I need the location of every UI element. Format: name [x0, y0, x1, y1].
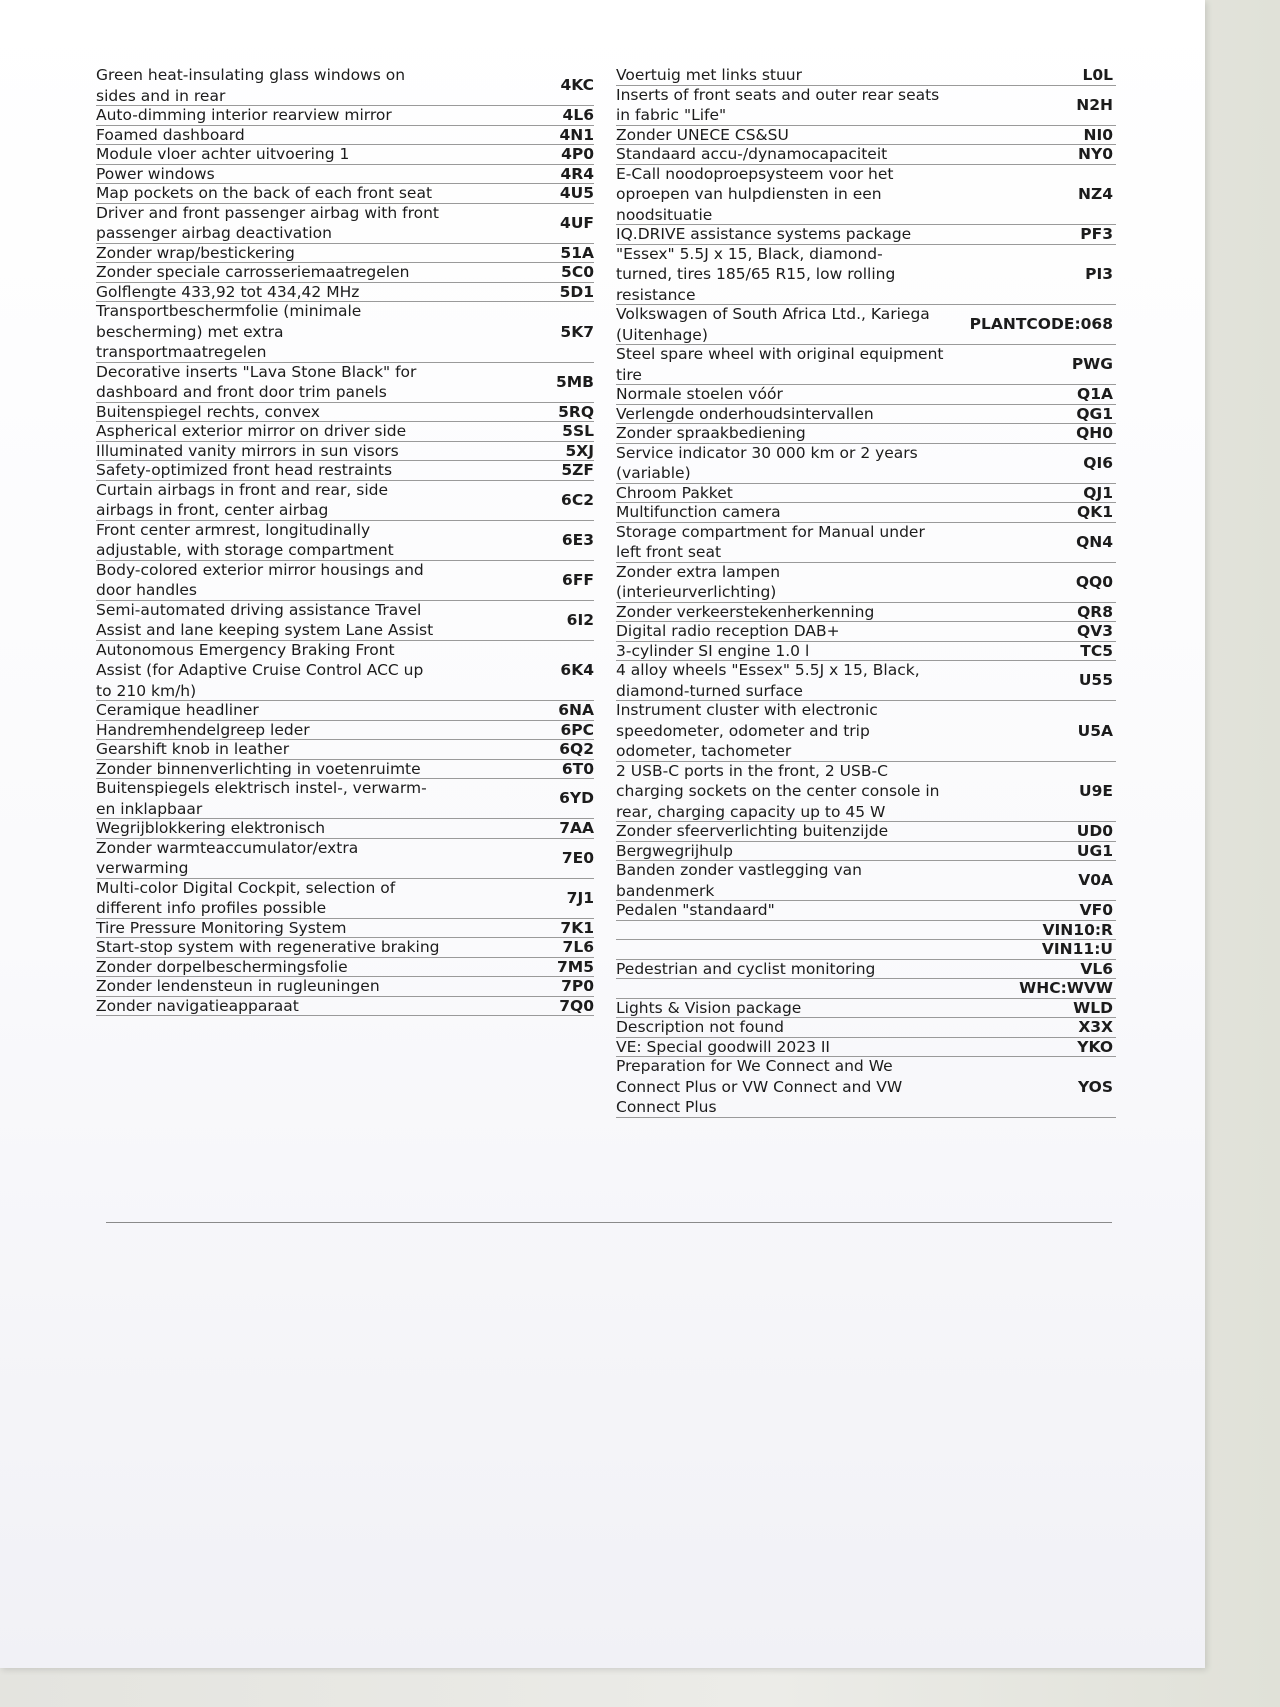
option-row [616, 165, 1116, 226]
option-code: WHC:WVW [1019, 979, 1113, 997]
option-row [616, 960, 1116, 980]
option-description: Safety-optimized front head restraints [96, 461, 393, 479]
option-description: 3-cylinder SI engine 1.0 l [616, 641, 810, 660]
option-row [96, 779, 594, 819]
option-row [96, 126, 594, 146]
option-row [96, 819, 594, 839]
option-code: 7L6 [562, 938, 594, 956]
option-code: 5RQ [558, 402, 594, 421]
option-row [616, 622, 1116, 642]
option-row [96, 244, 594, 264]
option-description: Inserts of front seats and outer rear seats in fabric "Life" [616, 85, 940, 124]
option-description: Module vloer achter uitvoering 1 [96, 145, 350, 163]
option-description: Body-colored exterior mirror housings and door handles [96, 560, 424, 599]
option-code: 5SL [562, 422, 594, 440]
option-description: Semi-automated driving assistance Travel Assist and lane keeping system Lane Assist [96, 600, 434, 639]
option-row [96, 641, 594, 702]
option-description: Zonder wrap/bestickering [96, 243, 295, 262]
option-code: 6YD [559, 789, 594, 808]
option-code: TC5 [1080, 641, 1113, 660]
option-code: Q1A [1077, 385, 1113, 403]
option-code: VIN11:U [1041, 940, 1113, 958]
option-description: Preparation for We Connect and We Connect Plus or VW Connect and VW Connect Plus [616, 1057, 903, 1116]
option-description: Standaard accu-/dynamocapaciteit [616, 145, 888, 163]
option-code: NZ4 [1078, 185, 1113, 203]
option-row [96, 283, 594, 303]
option-row [96, 461, 594, 481]
option-description: Zonder dorpelbeschermingsfolie [96, 957, 348, 976]
option-code: UD0 [1076, 822, 1113, 840]
option-description: Zonder lendensteun in rugleuningen [96, 977, 380, 995]
option-description: Zonder sfeerverlichting buitenzijde [616, 822, 889, 840]
option-description: Transportbeschermfolie (minimale bescherming) met extra transportmaatregelen [96, 302, 362, 361]
option-row [616, 126, 1116, 146]
option-description: Front center armrest, longitudinally adjustable, with storage compartment [96, 520, 394, 559]
option-code: 5XJ [565, 441, 594, 460]
option-code: 4R4 [560, 164, 594, 183]
option-row [616, 305, 1116, 345]
option-row [96, 302, 594, 363]
option-code: PI3 [1085, 265, 1113, 283]
option-row [616, 1057, 1116, 1118]
option-description: Illuminated vanity mirrors in sun visors [96, 441, 399, 460]
option-row [616, 940, 1116, 960]
option-description: "Essex" 5.5J x 15, Black, diamond- turned, tires 185/65 R15, low rolling resistance [616, 244, 896, 304]
option-row [616, 503, 1116, 523]
option-row [96, 879, 594, 919]
option-code: 6T0 [561, 759, 594, 778]
option-row [96, 740, 594, 760]
option-description: Zonder extra lampen (interieurverlichting) [616, 562, 781, 601]
option-code: 7P0 [561, 977, 594, 995]
option-code: 4N1 [559, 125, 594, 144]
option-row [96, 184, 594, 204]
option-description: Ceramique headliner [96, 701, 259, 719]
option-row [96, 442, 594, 462]
option-description: Gearshift knob in leather [96, 740, 290, 758]
option-row [616, 762, 1116, 823]
option-description: 2 USB-C ports in the front, 2 USB-C charging sockets on the center console in rear, charging capacity up to 45 W [616, 761, 940, 821]
option-description: Decorative inserts "Lava Stone Black" for dashboard and front door trim panels [96, 362, 417, 401]
option-code: 6PC [560, 720, 594, 739]
option-code: VF0 [1079, 901, 1113, 919]
option-code: QJ1 [1083, 483, 1113, 502]
option-description: Digital radio reception DAB+ [616, 622, 840, 640]
option-code: 6C2 [561, 490, 594, 509]
option-row [96, 938, 594, 958]
option-row [96, 66, 594, 106]
option-code: UG1 [1076, 841, 1113, 860]
option-description: Banden zonder vastlegging van bandenmerk [616, 861, 862, 900]
option-description: Service indicator 30 000 km or 2 years (variable) [616, 443, 918, 482]
option-code: 6NA [558, 701, 594, 719]
option-code: 7J1 [566, 888, 594, 907]
option-row [96, 204, 594, 244]
option-code: VL6 [1080, 959, 1113, 978]
option-row [616, 66, 1116, 86]
option-code: 6E3 [561, 530, 594, 549]
option-code: 4UF [560, 213, 594, 232]
option-row [96, 958, 594, 978]
option-description: Lights & Vision package [616, 998, 802, 1017]
option-row [616, 861, 1116, 901]
option-row [96, 760, 594, 780]
option-description: Zonder binnenverlichting in voetenruimte [96, 759, 421, 778]
option-description: Green heat-insulating glass windows on sides and in rear [96, 66, 406, 105]
right-options-column [616, 66, 1116, 1118]
option-code: 5MB [555, 372, 594, 391]
option-row [616, 86, 1116, 126]
option-row [96, 363, 594, 403]
option-code: 6FF [562, 570, 594, 589]
left-options-column [96, 66, 594, 1016]
option-description: Start-stop system with regenerative braking [96, 938, 440, 956]
option-row [96, 839, 594, 879]
option-description: Zonder warmteaccumulator/extra verwarming [96, 838, 359, 877]
option-description: Map pockets on the back of each front seat [96, 184, 433, 202]
option-row [96, 165, 594, 185]
option-row [96, 403, 594, 423]
option-row [96, 263, 594, 283]
option-description: Pedestrian and cyclist monitoring [616, 959, 876, 978]
option-row [616, 701, 1116, 762]
option-description: Description not found [616, 1018, 784, 1036]
option-code: 5D1 [559, 282, 594, 301]
option-row [616, 1038, 1116, 1058]
option-code: QV3 [1077, 622, 1113, 640]
option-description: Foamed dashboard [96, 125, 245, 144]
option-row [616, 901, 1116, 921]
option-description: Golflengte 433,92 tot 434,42 MHz [96, 282, 360, 301]
option-row [96, 521, 594, 561]
option-code: 4P0 [561, 145, 594, 163]
option-code: 7M5 [557, 957, 594, 976]
option-code: U9E [1079, 782, 1113, 800]
option-description: IQ.DRIVE assistance systems package [616, 225, 912, 243]
option-row [616, 661, 1116, 701]
option-code: 7K1 [560, 918, 594, 937]
option-description: Multi-color Digital Cockpit, selection of different info profiles possible [96, 878, 396, 917]
option-code: N2H [1076, 95, 1113, 114]
option-code: 6Q2 [559, 740, 594, 758]
option-code: PF3 [1080, 225, 1113, 243]
option-code: QR8 [1077, 602, 1113, 621]
option-description: Zonder verkeerstekenherkenning [616, 602, 875, 621]
option-row [96, 422, 594, 442]
option-code: 7E0 [561, 848, 594, 867]
option-row [96, 481, 594, 521]
option-row [616, 225, 1116, 245]
option-code: PLANTCODE:068 [969, 315, 1113, 334]
option-code: X3X [1078, 1018, 1113, 1036]
option-code: VIN10:R [1042, 920, 1113, 939]
option-description: Wegrijblokkering elektronisch [96, 819, 326, 837]
option-code: V0A [1078, 871, 1113, 890]
option-code: 7AA [559, 819, 594, 837]
option-code: U55 [1078, 671, 1113, 690]
option-row [96, 561, 594, 601]
option-description: Curtain airbags in front and rear, side airbags in front, center airbag [96, 480, 389, 519]
option-code: 6I2 [566, 610, 594, 629]
option-row [96, 601, 594, 641]
option-description: Aspherical exterior mirror on driver side [96, 422, 407, 440]
option-code: 51A [560, 243, 594, 262]
option-code: L0L [1082, 66, 1113, 84]
option-code: QI6 [1083, 453, 1113, 472]
option-description: Auto-dimming interior rearview mirror [96, 106, 392, 124]
option-description: Pedalen "standaard" [616, 901, 775, 919]
option-code: QQ0 [1075, 572, 1113, 591]
option-description: E-Call noodoproepsysteem voor het oproepen van hulpdiensten in een noodsituatie [616, 164, 894, 224]
option-row [616, 563, 1116, 603]
option-row [96, 701, 594, 721]
option-description: Handremhendelgreep leder [96, 720, 310, 739]
option-row [616, 444, 1116, 484]
option-row [616, 642, 1116, 662]
option-description: Verlengde onderhoudsintervallen [616, 404, 874, 423]
option-description: 4 alloy wheels "Essex" 5.5J x 15, Black, diamond-turned surface [616, 661, 920, 700]
option-code: 5C0 [561, 263, 594, 281]
option-description: Volkswagen of South Africa Ltd., Kariega (Uitenhage) [616, 305, 930, 344]
option-description: Buitenspiegel rechts, convex [96, 402, 320, 421]
option-code: PWG [1071, 355, 1113, 374]
option-row [616, 822, 1116, 842]
option-code: WLD [1073, 998, 1113, 1017]
option-description: Instrument cluster with electronic speedometer, odometer and trip odometer, tachometer [616, 701, 878, 760]
option-code: 4KC [560, 76, 594, 95]
option-description: Zonder navigatieapparaat [96, 996, 299, 1015]
option-row [616, 999, 1116, 1019]
option-code: NI0 [1083, 125, 1113, 144]
option-description: VE: Special goodwill 2023 II [616, 1037, 831, 1056]
option-row [96, 721, 594, 741]
option-code: YOS [1077, 1077, 1113, 1096]
option-row [616, 484, 1116, 504]
option-row [616, 145, 1116, 165]
option-row [96, 106, 594, 126]
option-row [616, 523, 1116, 563]
option-code: QG1 [1076, 404, 1113, 423]
option-code: 7Q0 [559, 996, 594, 1015]
option-row [616, 842, 1116, 862]
option-row [616, 385, 1116, 405]
option-row [96, 997, 594, 1017]
option-row [96, 977, 594, 997]
option-description: Zonder UNECE CS&SU [616, 125, 789, 144]
option-row [96, 919, 594, 939]
option-row [616, 1018, 1116, 1038]
option-description: Tire Pressure Monitoring System [96, 918, 347, 937]
option-description: Zonder spraakbediening [616, 424, 806, 442]
option-code: 4U5 [559, 184, 594, 202]
option-row [616, 245, 1116, 306]
option-row [616, 921, 1116, 941]
option-code: 5ZF [561, 461, 594, 479]
option-row [616, 424, 1116, 444]
option-code: 4L6 [562, 106, 594, 124]
option-row [616, 979, 1116, 999]
option-code: YKO [1077, 1037, 1113, 1056]
option-code: QH0 [1076, 424, 1113, 442]
option-row [96, 145, 594, 165]
option-description: Normale stoelen vóór [616, 385, 783, 403]
option-description: Chroom Pakket [616, 483, 733, 502]
option-code: QK1 [1077, 503, 1113, 521]
option-code: 6K4 [560, 661, 594, 679]
option-description: Buitenspiegels elektrisch instel-, verwarm- en inklapbaar [96, 779, 427, 818]
option-row [616, 603, 1116, 623]
option-description: Multifunction camera [616, 503, 781, 521]
option-description: Autonomous Emergency Braking Front Assist (for Adaptive Cruise Control ACC up to 210 km/h) [96, 640, 424, 700]
option-description: Driver and front passenger airbag with front passenger airbag deactivation [96, 203, 439, 242]
bottom-divider [106, 1222, 1112, 1223]
option-description: Steel spare wheel with original equipment tire [616, 345, 944, 384]
option-description: Voertuig met links stuur [616, 66, 802, 84]
option-code: 5K7 [560, 322, 594, 341]
option-row [616, 405, 1116, 425]
option-row [616, 345, 1116, 385]
option-code: NY0 [1078, 145, 1113, 163]
option-description: Storage compartment for Manual under left front seat [616, 522, 925, 561]
option-description: Bergwegrijhulp [616, 841, 733, 860]
option-code: QN4 [1076, 532, 1113, 551]
option-description: Power windows [96, 164, 215, 183]
option-code: U5A [1077, 721, 1113, 740]
option-description: Zonder speciale carrosseriemaatregelen [96, 263, 410, 281]
